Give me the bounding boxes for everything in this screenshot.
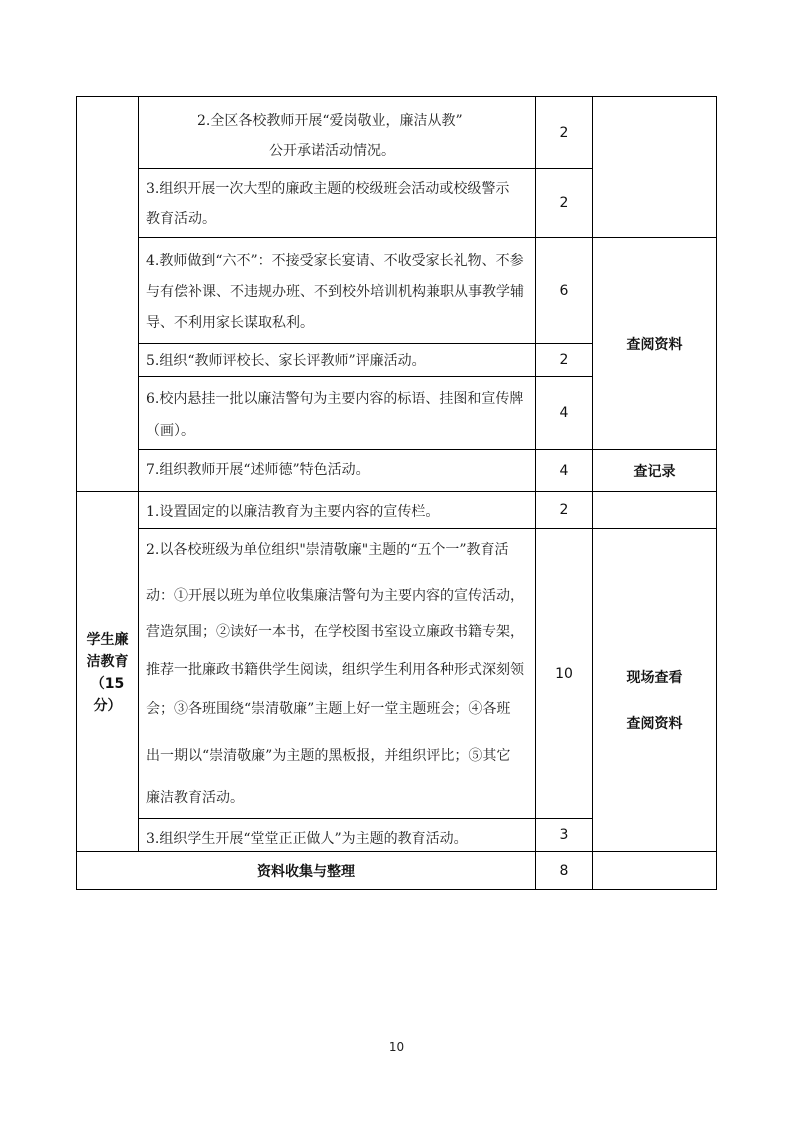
page-number: 10 bbox=[388, 1040, 405, 1054]
student-method-cell bbox=[593, 655, 716, 747]
item-text-line: 1.设置固定的以廉洁教育为主要内容的宣传栏。 bbox=[146, 504, 440, 520]
title-line: （15 bbox=[90, 676, 125, 692]
item-text-line: 动：①开展以班为单位收集廉洁警句为主要内容的宣传活动， bbox=[146, 588, 524, 604]
method-review-cell: 查阅资料 bbox=[626, 336, 683, 353]
item-text-line: 3.组织学生开展“堂堂正正做人”为主题的教育活动。 bbox=[146, 831, 468, 847]
method-record-cell: 查记录 bbox=[633, 463, 676, 480]
footer-row-score: 8 bbox=[559, 862, 569, 879]
item-text-line: 导、不利用家长谋取私利。 bbox=[146, 315, 314, 331]
score-cell: 2 bbox=[559, 502, 569, 518]
score-cell: 6 bbox=[559, 282, 569, 299]
score-cell: 2 bbox=[559, 352, 569, 368]
title-line: 分） bbox=[93, 698, 122, 714]
title-line: 洁教育 bbox=[86, 654, 129, 670]
item-text-line: 5.组织“教师评校长、家长评教师”评廉活动。 bbox=[146, 353, 426, 369]
item-text-line: 教育活动。 bbox=[146, 211, 216, 227]
title-line: 学生廉 bbox=[86, 632, 129, 648]
method-line: 现场查看 bbox=[626, 670, 683, 686]
item-text-line: 营造氛围；②读好一本书，在学校图书室设立廉政书籍专架， bbox=[146, 624, 524, 640]
item-text-line: 6.校内悬挂一批以廉洁警句为主要内容的标语、挂图和宣传牌 bbox=[146, 391, 524, 407]
item-text-line: 7.组织教师开展“述师德”特色活动。 bbox=[146, 462, 370, 478]
score-cell: 10 bbox=[555, 665, 573, 682]
score-cell: 4 bbox=[559, 462, 569, 479]
item-text-line: 公开承诺活动情况。 bbox=[269, 143, 395, 159]
item-text-line: （画）。 bbox=[146, 423, 195, 439]
score-cell: 3 bbox=[559, 827, 569, 843]
item-text-line: 2.以各校班级为单位组织"崇清敬廉"主题的“五个一”教育活 bbox=[146, 542, 509, 558]
item-text-line: 会；③各班围绕“崇清敬廉”主题上好一堂主题班会；④各班 bbox=[146, 701, 511, 717]
item-text-line: 廉洁教育活动。 bbox=[146, 790, 244, 806]
item-text-line: 3.组织开展一次大型的廉政主题的校级班会活动或校级警示 bbox=[146, 181, 510, 197]
score-cell: 2 bbox=[559, 124, 569, 141]
item-text-line: 推荐一批廉政书籍供学生阅读，组织学生利用各种形式深刻领 bbox=[146, 662, 524, 678]
item-text-line: 2.全区各校教师开展“爱岗敬业，廉洁从教” bbox=[197, 113, 463, 129]
item-text-line: 4.教师做到“六不”：不接受家长宴请、不收受家长礼物、不参 bbox=[146, 253, 524, 269]
item-text-line: 出一期以“崇清敬廉”为主题的黑板报，并组织评比；⑤其它 bbox=[146, 748, 511, 764]
student-section-title bbox=[77, 629, 138, 717]
footer-row-label: 资料收集与整理 bbox=[257, 863, 355, 880]
method-line: 查阅资料 bbox=[626, 716, 683, 732]
score-cell: 4 bbox=[559, 405, 569, 421]
item-text-line: 与有偿补课、不违规办班、不到校外培训机构兼职从事教学辅 bbox=[146, 284, 524, 300]
score-cell: 2 bbox=[559, 195, 569, 211]
